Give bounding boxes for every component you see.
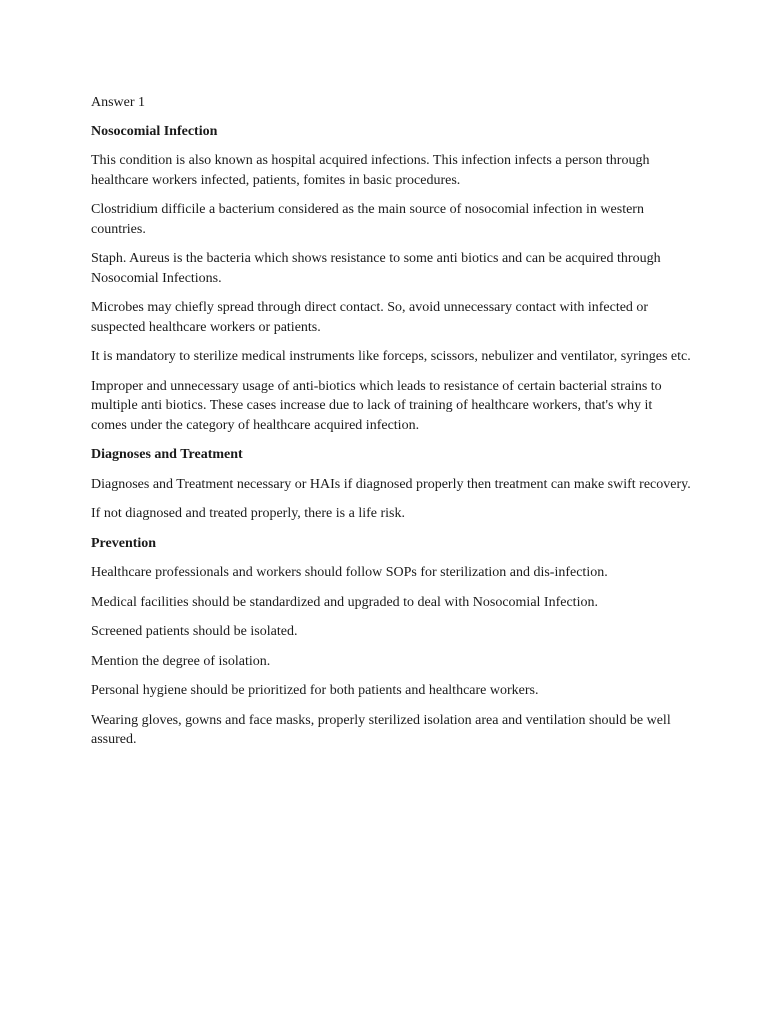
section-nosocomial-infection (91, 122, 691, 436)
paragraph: This condition is also known as hospital acquired infections. This infection infects a person through healthcare workers infected, patients, fomites in basic procedures. (91, 153, 650, 188)
section-diagnoses-and-treatment (91, 445, 691, 524)
section-heading: Prevention (91, 535, 157, 551)
paragraph: If not diagnosed and treated properly, there is a life risk. (91, 506, 405, 521)
document-page (91, 93, 691, 760)
paragraph: Wearing gloves, gowns and face masks, properly sterilized isolation area and ventilation should be well assured. (91, 712, 671, 747)
document-title: Answer 1 (91, 95, 146, 110)
paragraph: Improper and unnecessary usage of anti-biotics which leads to resistance of certain bacterial strains to multiple anti biotics. These cases increase due to lack of training of healthcare workers, that's why it comes under the category of healthcare acquired infection. (91, 378, 662, 433)
paragraph: Healthcare professionals and workers should follow SOPs for sterilization and dis-infection. (91, 565, 608, 580)
paragraph: Clostridium difficile a bacterium considered as the main source of nosocomial infection in western countries. (91, 202, 644, 237)
section-prevention (91, 534, 691, 750)
paragraph: Diagnoses and Treatment necessary or HAIs if diagnosed properly then treatment can make swift recovery. (91, 476, 691, 492)
paragraph: Microbes may chiefly spread through direct contact. So, avoid unnecessary contact with infected or suspected healthcare workers or patients. (91, 300, 649, 335)
paragraph: It is mandatory to sterilize medical instruments like forceps, scissors, nebulizer and ventilator, syringes etc. (91, 349, 691, 364)
section-heading: Nosocomial Infection (91, 123, 218, 139)
paragraph: Screened patients should be isolated. (91, 624, 298, 639)
section-heading: Diagnoses and Treatment (91, 447, 243, 462)
paragraph: Staph. Aureus is the bacteria which shows resistance to some anti biotics and can be acquired through Nosocomial Infections. (91, 251, 661, 286)
paragraph: Mention the degree of isolation. (91, 653, 271, 669)
paragraph: Medical facilities should be standardized and upgraded to deal with Nosocomial Infection. (91, 594, 598, 610)
paragraph: Personal hygiene should be prioritized for both patients and healthcare workers. (91, 683, 539, 698)
